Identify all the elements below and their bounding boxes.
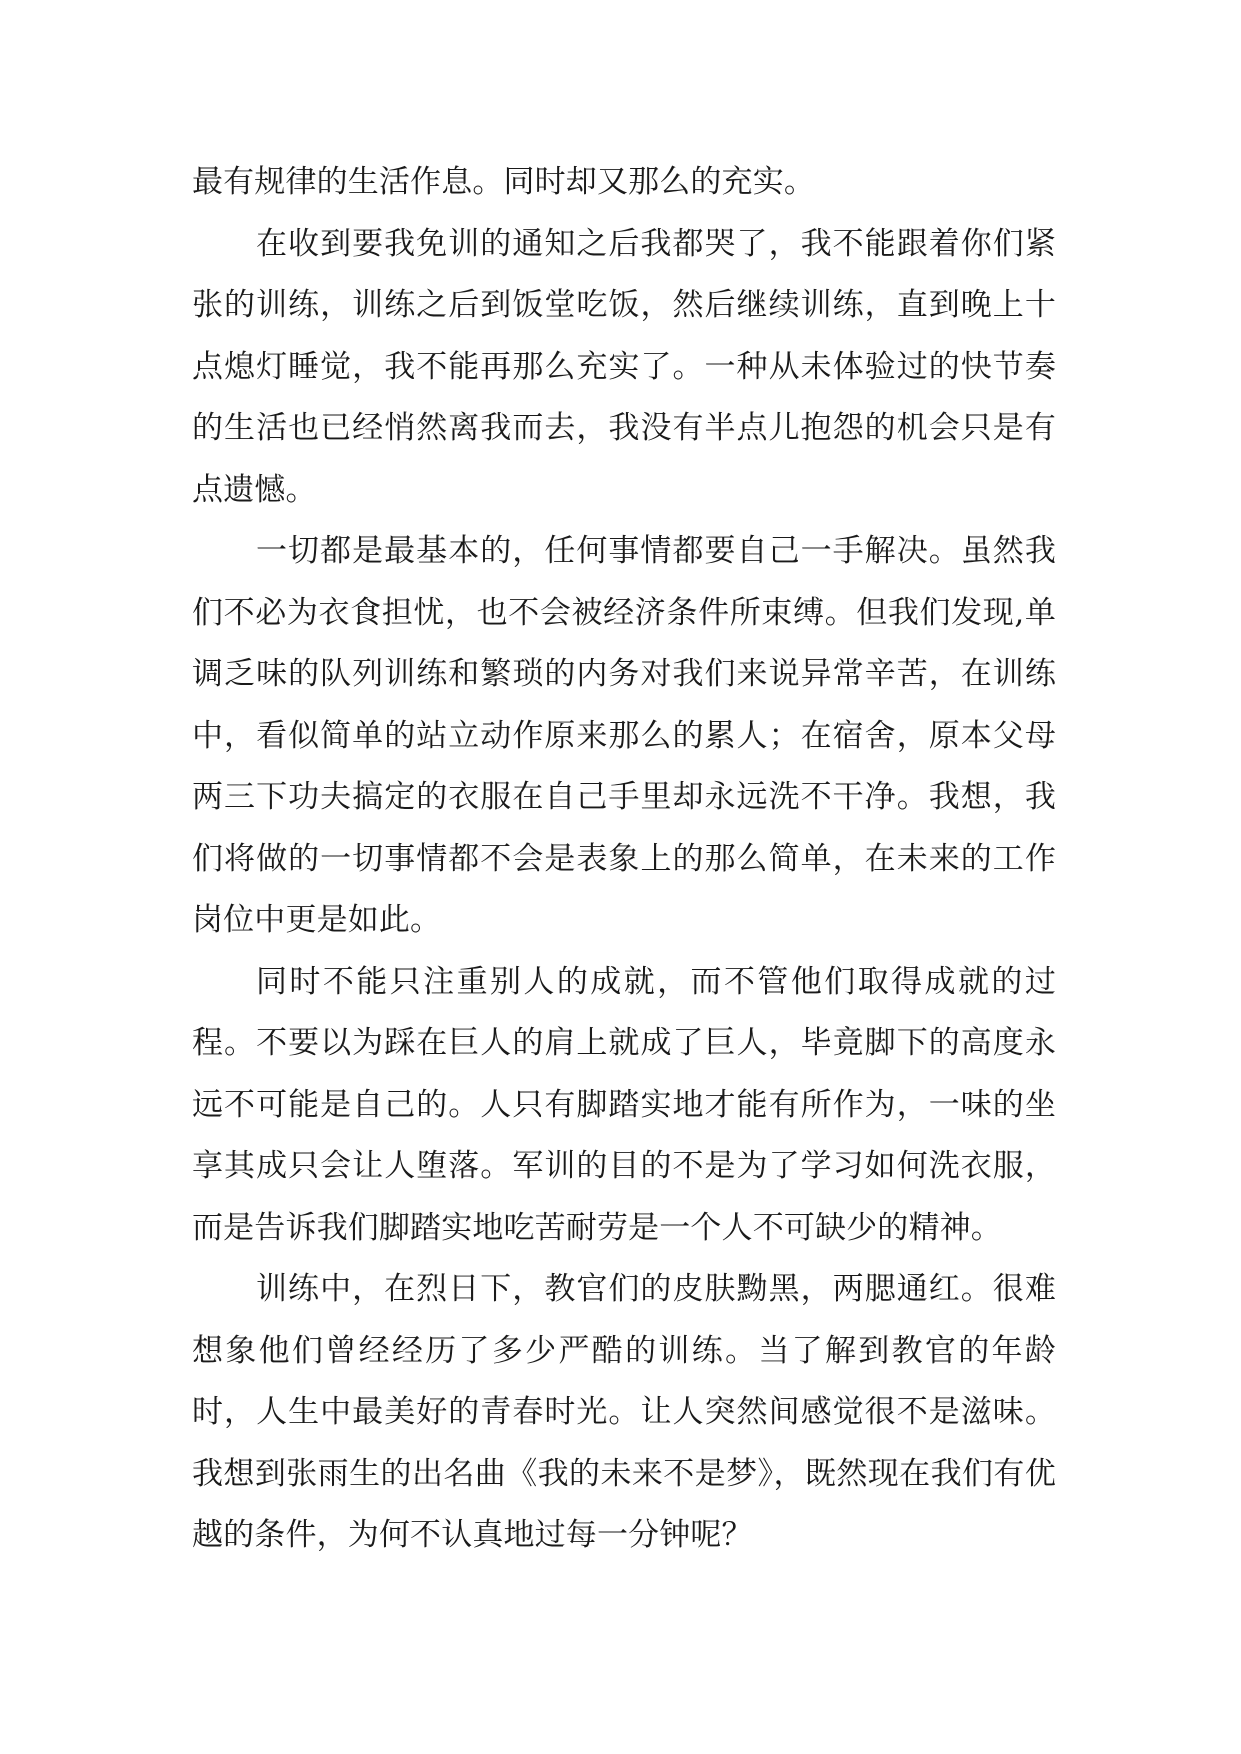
paragraph: 同时不能只注重别人的成就，而不管他们取得成就的过程。不要以为踩在巨人的肩上就成了巨人，毕竟脚下的高度永远不可能是自己的。人只有脚踏实地才能有所作为，一味的坐享其成只会让人堕落。军训的目的不是为了学习如何洗衣服，而是告诉我们脚踏实地吃苦耐劳是一个人不可缺少的精神。 — [192, 963, 1056, 1246]
paragraph: 一切都是最基本的，任何事情都要自己一手解决。虽然我们不必为衣食担忧，也不会被经济条件所束缚。但我们发现,单调乏味的队列训练和繁琐的内务对我们来说异常辛苦，在训练中，看似简单的站立动作原来那么的累人；在宿舍，原本父母两三下功夫搞定的衣服在自己手里却永远洗不干净。我想，我们将做的一切事情都不会是表象上的那么简单，在未来的工作岗位中更是如此。 — [192, 533, 1056, 938]
paragraph-continuation: 最有规律的生活作息。同时却又那么的充实。 — [192, 164, 815, 200]
paragraph: 训练中，在烈日下，教官们的皮肤黝黑，两腮通红。很难想象他们曾经经历了多少严酷的训练。当了解到教官的年龄时，人生中最美好的青春时光。让人突然间感觉很不是滋味。我想到张雨生的出名曲《我的未来不是梦》，既然现在我们有优越的条件，为何不认真地过每一分钟呢？ — [192, 1271, 1056, 1553]
body-text — [192, 152, 1056, 1567]
paragraph: 在收到要我免训的通知之后我都哭了，我不能跟着你们紧张的训练，训练之后到饭堂吃饭，然后继续训练，直到晚上十点熄灯睡觉，我不能再那么充实了。一种从未体验过的快节奏的生活也已经悄然离我而去，我没有半点儿抱怨的机会只是有点遗憾。 — [192, 225, 1056, 508]
